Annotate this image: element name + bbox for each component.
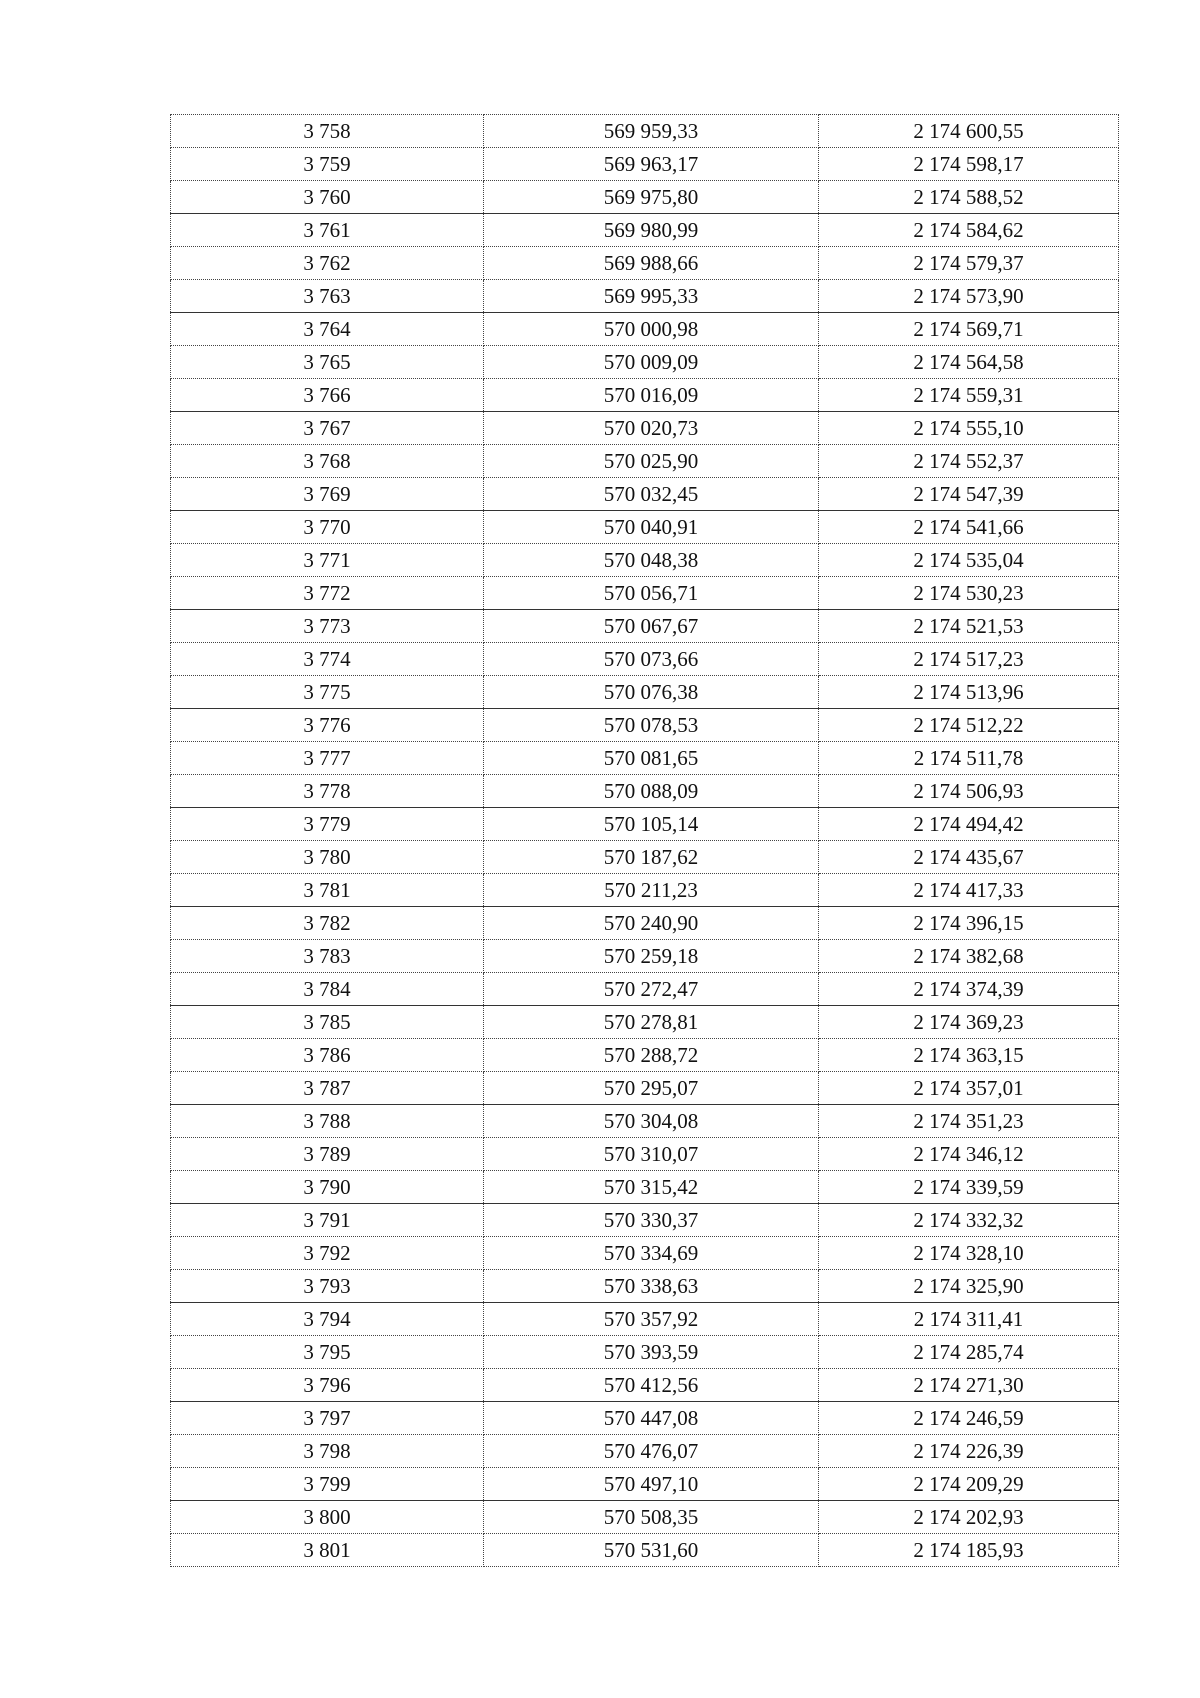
point-number-cell: 3 771 [171,544,484,577]
x-coordinate-cell: 570 393,59 [484,1336,819,1369]
y-coordinate-cell: 2 174 511,78 [819,742,1119,775]
x-coordinate-cell: 570 025,90 [484,445,819,478]
table-row [171,775,1119,808]
point-number-cell: 3 773 [171,610,484,643]
table-row [171,478,1119,511]
point-number-cell: 3 798 [171,1435,484,1468]
x-coordinate-cell: 570 076,38 [484,676,819,709]
point-number-cell: 3 762 [171,247,484,280]
y-coordinate-cell: 2 174 202,93 [819,1501,1119,1534]
x-coordinate-cell: 570 187,62 [484,841,819,874]
x-coordinate-cell: 570 531,60 [484,1534,819,1567]
table-row [171,709,1119,742]
point-number-cell: 3 769 [171,478,484,511]
y-coordinate-cell: 2 174 435,67 [819,841,1119,874]
y-coordinate-cell: 2 174 382,68 [819,940,1119,973]
y-coordinate-cell: 2 174 325,90 [819,1270,1119,1303]
x-coordinate-cell: 569 959,33 [484,115,819,148]
y-coordinate-cell: 2 174 185,93 [819,1534,1119,1567]
y-coordinate-cell: 2 174 564,58 [819,346,1119,379]
x-coordinate-cell: 570 334,69 [484,1237,819,1270]
x-coordinate-cell: 570 412,56 [484,1369,819,1402]
table-row [171,610,1119,643]
y-coordinate-cell: 2 174 396,15 [819,907,1119,940]
x-coordinate-cell: 570 240,90 [484,907,819,940]
x-coordinate-cell: 569 963,17 [484,148,819,181]
table-row [171,1171,1119,1204]
x-coordinate-cell: 570 447,08 [484,1402,819,1435]
x-coordinate-cell: 570 357,92 [484,1303,819,1336]
y-coordinate-cell: 2 174 271,30 [819,1369,1119,1402]
x-coordinate-cell: 570 040,91 [484,511,819,544]
y-coordinate-cell: 2 174 552,37 [819,445,1119,478]
point-number-cell: 3 795 [171,1336,484,1369]
y-coordinate-cell: 2 174 285,74 [819,1336,1119,1369]
point-number-cell: 3 774 [171,643,484,676]
y-coordinate-cell: 2 174 512,22 [819,709,1119,742]
point-number-cell: 3 766 [171,379,484,412]
y-coordinate-cell: 2 174 530,23 [819,577,1119,610]
table-row [171,247,1119,280]
y-coordinate-cell: 2 174 600,55 [819,115,1119,148]
point-number-cell: 3 763 [171,280,484,313]
coordinates-table-body [171,115,1119,1567]
table-row [171,643,1119,676]
y-coordinate-cell: 2 174 517,23 [819,643,1119,676]
point-number-cell: 3 761 [171,214,484,247]
table-row [171,874,1119,907]
x-coordinate-cell: 570 259,18 [484,940,819,973]
point-number-cell: 3 767 [171,412,484,445]
point-number-cell: 3 778 [171,775,484,808]
table-row [171,1039,1119,1072]
point-number-cell: 3 801 [171,1534,484,1567]
y-coordinate-cell: 2 174 547,39 [819,478,1119,511]
x-coordinate-cell: 570 048,38 [484,544,819,577]
table-row [171,214,1119,247]
x-coordinate-cell: 570 078,53 [484,709,819,742]
coordinates-table [170,114,1119,1567]
table-row [171,313,1119,346]
table-row [171,379,1119,412]
table-row [171,115,1119,148]
y-coordinate-cell: 2 174 339,59 [819,1171,1119,1204]
point-number-cell: 3 782 [171,907,484,940]
point-number-cell: 3 781 [171,874,484,907]
point-number-cell: 3 784 [171,973,484,1006]
y-coordinate-cell: 2 174 209,29 [819,1468,1119,1501]
point-number-cell: 3 780 [171,841,484,874]
table-row [171,511,1119,544]
y-coordinate-cell: 2 174 579,37 [819,247,1119,280]
point-number-cell: 3 797 [171,1402,484,1435]
x-coordinate-cell: 570 310,07 [484,1138,819,1171]
y-coordinate-cell: 2 174 351,23 [819,1105,1119,1138]
table-row [171,181,1119,214]
y-coordinate-cell: 2 174 226,39 [819,1435,1119,1468]
table-row [171,1006,1119,1039]
x-coordinate-cell: 570 016,09 [484,379,819,412]
table-row [171,280,1119,313]
point-number-cell: 3 789 [171,1138,484,1171]
y-coordinate-cell: 2 174 584,62 [819,214,1119,247]
y-coordinate-cell: 2 174 588,52 [819,181,1119,214]
table-row [171,445,1119,478]
x-coordinate-cell: 570 508,35 [484,1501,819,1534]
table-row [171,1468,1119,1501]
table-row [171,742,1119,775]
point-number-cell: 3 796 [171,1369,484,1402]
y-coordinate-cell: 2 174 521,53 [819,610,1119,643]
point-number-cell: 3 775 [171,676,484,709]
table-row [171,1072,1119,1105]
table-row [171,907,1119,940]
table-row [171,544,1119,577]
point-number-cell: 3 785 [171,1006,484,1039]
x-coordinate-cell: 570 295,07 [484,1072,819,1105]
y-coordinate-cell: 2 174 555,10 [819,412,1119,445]
y-coordinate-cell: 2 174 573,90 [819,280,1119,313]
x-coordinate-cell: 570 009,09 [484,346,819,379]
point-number-cell: 3 770 [171,511,484,544]
point-number-cell: 3 768 [171,445,484,478]
table-row [171,1303,1119,1336]
y-coordinate-cell: 2 174 328,10 [819,1237,1119,1270]
y-coordinate-cell: 2 174 357,01 [819,1072,1119,1105]
table-row [171,577,1119,610]
table-row [171,148,1119,181]
x-coordinate-cell: 570 315,42 [484,1171,819,1204]
table-row [171,1237,1119,1270]
y-coordinate-cell: 2 174 598,17 [819,148,1119,181]
point-number-cell: 3 772 [171,577,484,610]
y-coordinate-cell: 2 174 332,32 [819,1204,1119,1237]
point-number-cell: 3 779 [171,808,484,841]
table-row [171,841,1119,874]
point-number-cell: 3 759 [171,148,484,181]
point-number-cell: 3 783 [171,940,484,973]
point-number-cell: 3 790 [171,1171,484,1204]
y-coordinate-cell: 2 174 569,71 [819,313,1119,346]
table-row [171,1435,1119,1468]
x-coordinate-cell: 570 081,65 [484,742,819,775]
point-number-cell: 3 799 [171,1468,484,1501]
point-number-cell: 3 776 [171,709,484,742]
y-coordinate-cell: 2 174 506,93 [819,775,1119,808]
x-coordinate-cell: 570 476,07 [484,1435,819,1468]
table-row [171,1138,1119,1171]
y-coordinate-cell: 2 174 311,41 [819,1303,1119,1336]
x-coordinate-cell: 570 272,47 [484,973,819,1006]
x-coordinate-cell: 569 988,66 [484,247,819,280]
y-coordinate-cell: 2 174 541,66 [819,511,1119,544]
point-number-cell: 3 760 [171,181,484,214]
point-number-cell: 3 800 [171,1501,484,1534]
table-row [171,676,1119,709]
x-coordinate-cell: 569 995,33 [484,280,819,313]
x-coordinate-cell: 570 032,45 [484,478,819,511]
x-coordinate-cell: 570 073,66 [484,643,819,676]
table-row [171,1402,1119,1435]
point-number-cell: 3 758 [171,115,484,148]
point-number-cell: 3 791 [171,1204,484,1237]
point-number-cell: 3 777 [171,742,484,775]
table-row [171,808,1119,841]
x-coordinate-cell: 570 211,23 [484,874,819,907]
table-row [171,1105,1119,1138]
table-row [171,973,1119,1006]
x-coordinate-cell: 570 020,73 [484,412,819,445]
y-coordinate-cell: 2 174 374,39 [819,973,1119,1006]
x-coordinate-cell: 569 975,80 [484,181,819,214]
y-coordinate-cell: 2 174 363,15 [819,1039,1119,1072]
x-coordinate-cell: 570 278,81 [484,1006,819,1039]
y-coordinate-cell: 2 174 513,96 [819,676,1119,709]
x-coordinate-cell: 570 288,72 [484,1039,819,1072]
table-row [171,1204,1119,1237]
point-number-cell: 3 788 [171,1105,484,1138]
x-coordinate-cell: 570 338,63 [484,1270,819,1303]
point-number-cell: 3 787 [171,1072,484,1105]
y-coordinate-cell: 2 174 369,23 [819,1006,1119,1039]
table-row [171,1270,1119,1303]
x-coordinate-cell: 569 980,99 [484,214,819,247]
y-coordinate-cell: 2 174 246,59 [819,1402,1119,1435]
y-coordinate-cell: 2 174 494,42 [819,808,1119,841]
table-row [171,1369,1119,1402]
point-number-cell: 3 792 [171,1237,484,1270]
x-coordinate-cell: 570 056,71 [484,577,819,610]
y-coordinate-cell: 2 174 417,33 [819,874,1119,907]
x-coordinate-cell: 570 304,08 [484,1105,819,1138]
x-coordinate-cell: 570 088,09 [484,775,819,808]
point-number-cell: 3 793 [171,1270,484,1303]
table-row [171,412,1119,445]
x-coordinate-cell: 570 330,37 [484,1204,819,1237]
x-coordinate-cell: 570 497,10 [484,1468,819,1501]
y-coordinate-cell: 2 174 559,31 [819,379,1119,412]
y-coordinate-cell: 2 174 346,12 [819,1138,1119,1171]
point-number-cell: 3 794 [171,1303,484,1336]
table-row [171,1534,1119,1567]
x-coordinate-cell: 570 105,14 [484,808,819,841]
table-row [171,346,1119,379]
table-row [171,940,1119,973]
x-coordinate-cell: 570 000,98 [484,313,819,346]
y-coordinate-cell: 2 174 535,04 [819,544,1119,577]
table-row [171,1501,1119,1534]
point-number-cell: 3 765 [171,346,484,379]
point-number-cell: 3 786 [171,1039,484,1072]
x-coordinate-cell: 570 067,67 [484,610,819,643]
table-row [171,1336,1119,1369]
point-number-cell: 3 764 [171,313,484,346]
